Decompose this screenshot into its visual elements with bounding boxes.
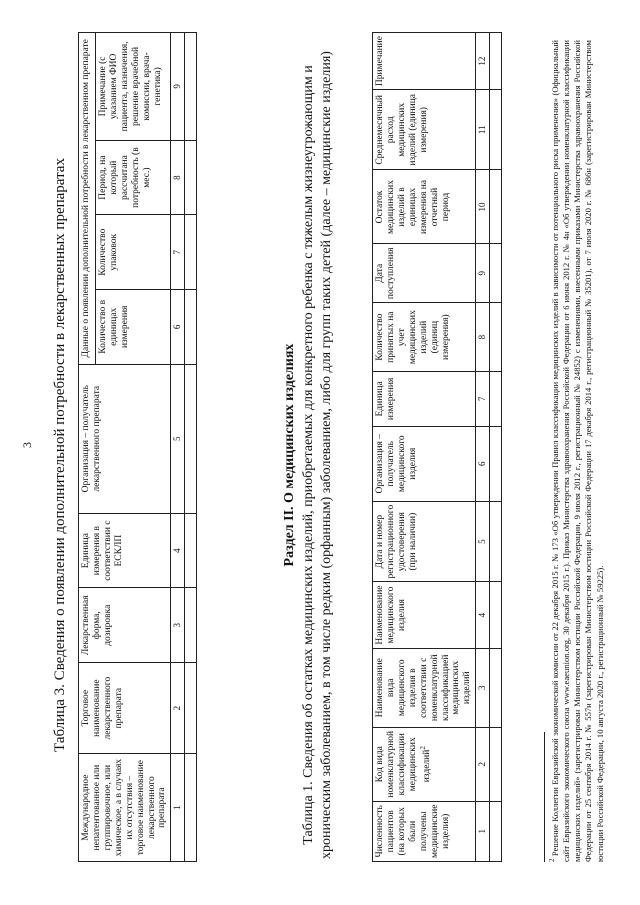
t1-col-number: 5 — [476, 501, 489, 582]
t1-col-number: 11 — [476, 90, 489, 170]
table3 — [78, 32, 197, 862]
t3-empty-cell — [184, 364, 196, 513]
t3-col-number: 9 — [171, 33, 184, 141]
t1-empty-cell — [489, 170, 501, 244]
t1-empty-cell — [489, 244, 501, 303]
t1-col-number: 4 — [476, 582, 489, 648]
t1-empty-cell — [489, 90, 501, 170]
t3-empty-cell — [184, 33, 196, 141]
t1-empty-cell — [489, 33, 501, 90]
t1-header-org: Организация – получатель медицинского изделия — [373, 426, 476, 501]
t1-empty-cell — [489, 727, 501, 801]
t1-header-kind: Наименование вида медицинского изделия в соответствии с номенклатурной классификацией медицинских изделий — [373, 648, 476, 727]
t3-empty-cell — [184, 588, 196, 663]
table3-title: Таблица 3. Сведения о появлении дополнительной потребности в лекарственных препаратах — [52, 158, 68, 752]
t3-header-note: Примечание (с указанием ФИО пациента, назначения, решение врачебной комиссии, врача-генетика) — [96, 33, 171, 141]
t1-header-reg: Дата и номер регистрационного удостоверения (при наличии) — [373, 501, 476, 582]
footnote-divider — [544, 732, 545, 862]
t3-header-qty-packs: Количество упаковок — [96, 215, 171, 290]
t1-empty-cell — [489, 648, 501, 727]
t3-col-number: 1 — [171, 754, 184, 862]
table1 — [372, 32, 502, 862]
t3-empty-cell — [184, 290, 196, 365]
t3-empty-cell — [184, 215, 196, 290]
rotated-document — [20, 20, 620, 890]
t3-empty-cell — [184, 513, 196, 588]
t3-header-period: Период, на который рассчитана потребность (в мес.) — [96, 140, 171, 215]
t3-empty-cell — [184, 663, 196, 754]
t1-empty-cell — [489, 501, 501, 582]
t1-header-unit: Единица измерения — [373, 372, 476, 427]
section-title: Раздел II. О медицинских изделиях — [282, 343, 297, 567]
t1-header-date: Дата поступления — [373, 244, 476, 303]
t3-col-number: 3 — [171, 588, 184, 663]
t3-header-qty-units: Количество в единицах измерения — [96, 290, 171, 365]
t3-header-unit: Единица измерения в соответствии с ЕСКЛП — [79, 513, 171, 588]
footnote — [548, 40, 606, 862]
t3-col-number: 6 — [171, 290, 184, 365]
t1-empty-cell — [489, 582, 501, 648]
t3-empty-cell — [184, 140, 196, 215]
t1-col-number: 3 — [476, 648, 489, 727]
t1-empty-cell — [489, 801, 501, 861]
t3-col-number: 2 — [171, 663, 184, 754]
t3-col-number: 5 — [171, 364, 184, 513]
t1-header-avg: Среднемесячный расход медицинских изделий (единица измерения) — [373, 90, 476, 170]
t1-col-number: 2 — [476, 727, 489, 801]
footnote-ref: 2 — [418, 746, 427, 750]
t1-empty-cell — [489, 372, 501, 427]
t3-header-form: Лекарственная форма, дозировка — [79, 588, 171, 663]
t1-header-accepted: Количество принятых на учет медицинских изделий (единиц измерения) — [373, 303, 476, 372]
t3-empty-cell — [184, 754, 196, 862]
t1-col-number: 9 — [476, 244, 489, 303]
table1-title: Таблица 1. Сведения об остатках медицинских изделий, приобретаемых для конкретного ребенка с тяжелым жизнеугрожающим и хроническим заболеванием, в том числе редким (орфанным) заболеванием, либо для групп таких детей (далее – медицинские изделия) — [301, 51, 334, 859]
t3-header-trade: Торговое наименование лекарственного препарата — [79, 663, 171, 754]
t1-empty-cell — [489, 303, 501, 372]
t1-col-number: 6 — [476, 426, 489, 501]
t1-col-number: 12 — [476, 33, 489, 90]
page-number: 3 — [20, 442, 34, 448]
t1-col-number: 10 — [476, 170, 489, 244]
t1-header-name: Наименование медицинского изделия — [373, 582, 476, 648]
footnote-mark: 2 — [548, 858, 556, 862]
t1-col-number: 8 — [476, 303, 489, 372]
t1-header-balance: Остаток медицинских изделий в единицах измерения на отчетный период — [373, 170, 476, 244]
t1-col-number: 1 — [476, 801, 489, 861]
footnote-text: Решение Коллегии Евразийской экономической комиссии от 22 декабря 2015 г. № 173 «Об утверждении Правил классификации медицинских изделий в зависимости от потенциального риска применения» (Официальный сайт Евразийского экономического союза www.eaeunion.org, 30 декабря 2015 г.). Приказ Министерства здравоохранения Российской Федерации от 6 июня 2012 г. № 4н «Об утверждении номенклатурной классификации медицинских изделий» (зарегистрирован Министерством юстиции Российской Федерации, 9 июля 2012 г., регистрационный № 24852) с изменениями, внесенными приказами Министерства здравоохранения Российской Федерации от 25 сентября 2014 г. № 557н (зарегистрирован Министерством юстиции Российской Федерации 17 декабря 2014 г., регистрационный № 35201), от 7 июля 2020 г. № 686н (зарегистрирован Министерством юстиции Российской Федерации, 10 августа 2020 г., регистрационный № 59225). — [549, 40, 605, 862]
t1-col-number: 7 — [476, 372, 489, 427]
t3-header-org: Организация – получатель лекарственного препарата — [79, 364, 171, 513]
t1-header-code-text: Код вида номенклатурной классификации медицинских изделий — [375, 730, 432, 798]
t3-col-number: 8 — [171, 140, 184, 215]
t3-header-inn: Международное непатентованное или группировочное, или химическое, а в случаях их отсутствия – торговое наименование лекарственного препарата — [79, 754, 171, 862]
t3-header-group: Данные о появлении дополнительной потребности в лекарственном препарате — [79, 33, 96, 365]
t1-header-patients: Численность пациентов (на которых были получены медицинские изделия) — [373, 801, 476, 861]
t3-col-number: 4 — [171, 513, 184, 588]
t1-empty-cell — [489, 426, 501, 501]
t1-header-note: Примечание — [373, 33, 476, 90]
t3-col-number: 7 — [171, 215, 184, 290]
t1-header-code — [373, 727, 476, 801]
